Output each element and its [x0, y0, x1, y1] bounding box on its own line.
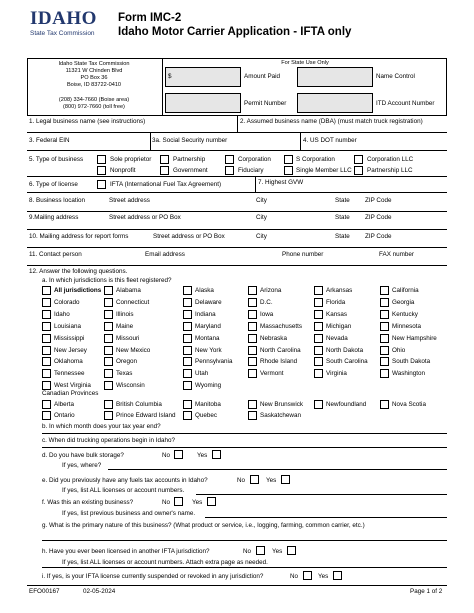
jurisdiction-texas-label: Texas [116, 370, 133, 378]
q12b-text: b. In which month does your tax year end? [42, 423, 161, 430]
corporation-llc-checkbox[interactable] [354, 155, 363, 164]
q12e-text: e. Did you previously have any fuels tax accounts in Idaho? [42, 477, 208, 484]
jurisdiction-north-carolina-label: North Carolina [260, 346, 301, 354]
province-british-columbia-checkbox[interactable] [104, 400, 113, 409]
jurisdiction-missouri-label: Missouri [116, 334, 140, 342]
jurisdiction-montana-checkbox[interactable] [183, 334, 192, 343]
canadian-provinces-heading: Canadian Provinces [42, 390, 99, 397]
q12-intro: 12. Answer the following questions. [29, 268, 128, 275]
q12a-text: a. In which jurisdictions is this fleet registered? [42, 277, 172, 284]
jurisdiction-vermont-label: Vermont [260, 370, 284, 378]
q12i-yes-checkbox[interactable] [333, 571, 342, 580]
q12c-text: c. When did trucking operations begin in Idaho? [42, 437, 176, 444]
jurisdiction-new-york-checkbox[interactable] [183, 346, 192, 355]
jurisdiction-arkansas-checkbox[interactable] [314, 286, 323, 295]
mailing-city-label[interactable]: City [256, 214, 267, 221]
form-number: Form IMC-2 [118, 12, 182, 24]
province-prince-edward-island-label: Prince Edward Island [116, 412, 176, 419]
business-street-label[interactable]: Street address [109, 197, 150, 204]
jurisdiction-arkansas-label: Arkansas [326, 287, 353, 294]
jurisdiction-rhode-island-checkbox[interactable] [248, 357, 257, 366]
jurisdiction-west-virginia-checkbox[interactable] [42, 381, 51, 390]
q12d-yes-checkbox[interactable] [212, 450, 221, 459]
q12f-no-checkbox[interactable] [174, 497, 183, 506]
corporation-llc-label: Corporation LLC [367, 156, 414, 163]
business-zip-label[interactable]: ZIP Code [365, 197, 392, 204]
jurisdiction-delaware-label: Delaware [195, 298, 222, 306]
q12d-no-label: No [162, 452, 171, 459]
jurisdiction-nevada-label: Nevada [326, 334, 348, 342]
jurisdiction-vermont-checkbox[interactable] [248, 369, 257, 378]
jurisdiction-kentucky-label: Kentucky [392, 310, 418, 318]
business-city-label[interactable]: City [256, 197, 267, 204]
legal-business-name-field[interactable]: 1. Legal business name (see instructions) [29, 118, 146, 125]
jurisdiction-california-label: California [392, 287, 419, 294]
q12f-yes-label: Yes [192, 499, 203, 506]
footer-form-code: EFO00167 [29, 588, 60, 595]
jurisdiction-minnesota-label: Minnesota [392, 322, 422, 330]
q12e-no-checkbox[interactable] [250, 475, 259, 484]
partnership-checkbox[interactable] [160, 155, 169, 164]
jurisdiction-louisiana-label: Louisiana [54, 322, 81, 330]
partnership-label: Partnership [173, 156, 206, 163]
q12e-yes-label: Yes [266, 477, 277, 484]
mailing-zip-label[interactable]: ZIP Code [365, 214, 392, 221]
jurisdiction-new-hampshire-checkbox[interactable] [380, 334, 389, 343]
jurisdiction-georgia-label: Georgia [392, 298, 415, 306]
all-jurisdictions-checkbox[interactable] [42, 286, 51, 295]
corporation-checkbox[interactable] [225, 155, 234, 164]
mailing-address-label: 9.Mailing address [29, 214, 79, 221]
permit-number-label: Permit Number [244, 100, 287, 107]
mailing-state-label[interactable]: State [335, 214, 350, 221]
jurisdiction-d-c-checkbox[interactable] [248, 298, 257, 307]
jurisdiction-iowa-label: Iowa [260, 310, 274, 318]
q12h-yes-label: Yes [272, 548, 283, 555]
all-jurisdictions-label: All jurisdictions [54, 287, 102, 294]
q12e-no-label: No [237, 477, 246, 484]
jurisdiction-kansas-checkbox[interactable] [314, 310, 323, 319]
jurisdiction-washington-label: Washington [392, 370, 426, 378]
jurisdiction-connecticut-label: Connecticut [116, 298, 150, 306]
report-mailing-label: 10. Mailing address for report forms [29, 233, 129, 240]
province-british-columbia-label: British Columbia [116, 401, 162, 408]
province-alberta-label: Alberta [54, 401, 74, 408]
phone-label[interactable]: Phone number [282, 251, 324, 258]
jurisdiction-georgia-checkbox[interactable] [380, 298, 389, 307]
agency-po-box: PO Box 36 [80, 75, 108, 81]
jurisdiction-new-mexico-label: New Mexico [116, 346, 151, 354]
jurisdiction-michigan-checkbox[interactable] [314, 322, 323, 331]
jurisdiction-new-jersey-label: New Jersey [54, 346, 87, 354]
dollar-sign: $ [168, 73, 172, 80]
jurisdiction-west-virginia-label: West Virginia [54, 382, 91, 390]
sole-proprietor-label: Sole proprietor [110, 156, 152, 163]
jurisdiction-arizona-checkbox[interactable] [248, 286, 257, 295]
jurisdiction-rhode-island-label: Rhode Island [260, 358, 298, 366]
jurisdiction-massachusetts-checkbox[interactable] [248, 322, 257, 331]
jurisdiction-new-york-label: New York [195, 346, 222, 354]
q12i-yes-label: Yes [318, 573, 329, 580]
email-label[interactable]: Email address [145, 251, 185, 258]
ifta-license-label: IFTA (International Fuel Tax Agreement) [110, 181, 222, 188]
jurisdiction-idaho-label: Idaho [54, 310, 70, 318]
jurisdiction-alabama-label: Alabama [116, 287, 141, 294]
jurisdiction-south-dakota-checkbox[interactable] [380, 357, 389, 366]
jurisdiction-michigan-label: Michigan [326, 322, 352, 330]
single-member-llc-checkbox[interactable] [284, 166, 293, 175]
q12h-yes-checkbox[interactable] [287, 546, 296, 555]
agency-city: Boise, ID 83722-0410 [66, 82, 122, 88]
jurisdiction-oregon-checkbox[interactable] [104, 357, 113, 366]
jurisdiction-florida-checkbox[interactable] [314, 298, 323, 307]
jurisdiction-california-checkbox[interactable] [380, 286, 389, 295]
footer-page-number: Page 1 of 2 [410, 588, 443, 595]
corporation-label: Corporation [238, 156, 271, 163]
government-label: Government [173, 167, 208, 174]
jurisdiction-oregon-label: Oregon [116, 358, 138, 366]
jurisdiction-montana-label: Montana [195, 334, 220, 342]
jurisdiction-delaware-checkbox[interactable] [183, 298, 192, 307]
q12e-yes-checkbox[interactable] [281, 475, 290, 484]
q12f-no-label: No [162, 499, 171, 506]
fiduciary-checkbox[interactable] [225, 166, 234, 175]
jurisdiction-utah-checkbox[interactable] [183, 369, 192, 378]
contact-person-label[interactable]: 11. Contact person [29, 251, 82, 258]
license-type-label: 6. Type of license [29, 181, 78, 188]
jurisdiction-florida-label: Florida [326, 298, 346, 306]
province-ontario-checkbox[interactable] [42, 411, 51, 420]
q12h-text: h. Have you ever been licensed in another IFTA jurisdiction? [42, 548, 210, 555]
jurisdiction-massachusetts-label: Massachusetts [260, 322, 302, 330]
q12h-list-text: If yes, list ALL licenses or account numbers. Attach extra page as needed. [62, 559, 268, 566]
jurisdiction-new-hampshire-label: New Hampshire [392, 334, 437, 342]
jurisdiction-new-jersey-checkbox[interactable] [42, 346, 51, 355]
jurisdiction-north-carolina-checkbox[interactable] [248, 346, 257, 355]
nonprofit-label: Nonprofit [110, 167, 136, 174]
q12d-yes-label: Yes [197, 452, 208, 459]
logo-wordmark: IDAHO [30, 8, 97, 29]
province-prince-edward-island-checkbox[interactable] [104, 411, 113, 420]
jurisdiction-ohio-label: Ohio [392, 346, 406, 354]
fiduciary-label: Fiduciary [238, 167, 264, 174]
nonprofit-checkbox[interactable] [97, 166, 106, 175]
jurisdiction-north-dakota-label: North Dakota [326, 346, 364, 354]
q12i-no-checkbox[interactable] [303, 571, 312, 580]
jurisdiction-nebraska-label: Nebraska [260, 334, 287, 342]
province-newfoundland-checkbox[interactable] [314, 400, 323, 409]
jurisdiction-maine-checkbox[interactable] [104, 322, 113, 331]
name-control-label: Name Control [376, 73, 415, 80]
us-dot-field[interactable]: 4. US DOT number [303, 137, 357, 144]
province-nova-scotia-label: Nova Scotia [392, 401, 426, 408]
jurisdiction-new-mexico-checkbox[interactable] [104, 346, 113, 355]
jurisdiction-nebraska-checkbox[interactable] [248, 334, 257, 343]
jurisdiction-wyoming-checkbox[interactable] [183, 381, 192, 390]
jurisdiction-ohio-checkbox[interactable] [380, 346, 389, 355]
jurisdiction-kentucky-checkbox[interactable] [380, 310, 389, 319]
ssn-field[interactable]: 3a. Social Security number [152, 137, 228, 144]
government-checkbox[interactable] [160, 166, 169, 175]
report-zip-label[interactable]: ZIP Code [365, 233, 392, 240]
agency-phone-local: (208) 334-7660 (Boise area) [58, 97, 130, 103]
itd-account-field [297, 93, 373, 113]
jurisdiction-wisconsin-checkbox[interactable] [104, 381, 113, 390]
jurisdiction-virginia-label: Virginia [326, 370, 347, 378]
jurisdiction-indiana-checkbox[interactable] [183, 310, 192, 319]
jurisdiction-texas-checkbox[interactable] [104, 369, 113, 378]
jurisdiction-maine-label: Maine [116, 322, 134, 330]
q12e-list-text: If yes, list ALL licenses or account numbers. [62, 487, 185, 494]
fax-label[interactable]: FAX number [379, 251, 414, 258]
itd-account-label: ITD Account Number [376, 100, 435, 107]
agency-name: Idaho State Tax Commission [58, 61, 130, 67]
business-location-label: 8. Business location [29, 197, 86, 204]
jurisdiction-missouri-checkbox[interactable] [104, 334, 113, 343]
province-saskatchewan-checkbox[interactable] [248, 411, 257, 420]
q12f-text: f. Was this an existing business? [42, 499, 134, 506]
province-quebec-checkbox[interactable] [183, 411, 192, 420]
partnership-llc-label: Partnership LLC [367, 167, 413, 174]
amount-paid-field [165, 67, 241, 87]
jurisdiction-washington-checkbox[interactable] [380, 369, 389, 378]
jurisdiction-connecticut-checkbox[interactable] [104, 298, 113, 307]
sole-proprietor-checkbox[interactable] [97, 155, 106, 164]
highest-gvw-field[interactable]: 7. Highest GVW [258, 179, 304, 186]
jurisdiction-pennsylvania-checkbox[interactable] [183, 357, 192, 366]
q12d-where-text: If yes, where? [62, 462, 102, 469]
q12h-no-label: No [243, 548, 252, 555]
jurisdiction-utah-label: Utah [195, 370, 209, 378]
amount-paid-label: Amount Paid [244, 73, 281, 80]
jurisdiction-south-carolina-checkbox[interactable] [314, 357, 323, 366]
jurisdiction-alaska-label: Alaska [195, 287, 214, 294]
s-corporation-label: S Corporation [296, 156, 335, 163]
jurisdiction-maryland-label: Maryland [195, 322, 221, 330]
province-quebec-label: Quebec [195, 412, 218, 419]
jurisdiction-d-c-label: D.C. [260, 298, 273, 306]
federal-ein-field[interactable]: 3. Federal EIN [29, 137, 70, 144]
state-use-heading: For State Use Only [281, 60, 329, 66]
s-corporation-checkbox[interactable] [284, 155, 293, 164]
jurisdiction-arizona-label: Arizona [260, 287, 282, 294]
row-license [27, 177, 447, 193]
partnership-llc-checkbox[interactable] [354, 166, 363, 175]
province-manitoba-label: Manitoba [195, 401, 221, 408]
jurisdiction-idaho-checkbox[interactable] [42, 310, 51, 319]
jurisdiction-alabama-checkbox[interactable] [104, 286, 113, 295]
agency-phone-tollfree: (800) 972-7660 (toll free) [63, 104, 125, 110]
q12g-text: g. What is the primary nature of this business? (What product or service, i.e., logging, farming, common carrier, etc.) [42, 522, 365, 529]
business-state-label[interactable]: State [335, 197, 350, 204]
jurisdiction-oklahoma-label: Oklahoma [54, 358, 83, 366]
business-type-label: 5. Type of business [29, 156, 84, 163]
jurisdiction-indiana-label: Indiana [195, 310, 216, 318]
q12i-no-label: No [290, 573, 299, 580]
row-ids [27, 133, 447, 151]
name-control-field [297, 67, 373, 87]
q12f-list-text: If yes, list previous business and owner's name. [62, 510, 196, 517]
report-street-label[interactable]: Street address or PO Box [153, 233, 225, 240]
jurisdiction-tennessee-checkbox[interactable] [42, 369, 51, 378]
single-member-llc-label: Single Member LLC [296, 167, 352, 174]
province-manitoba-checkbox[interactable] [183, 400, 192, 409]
q12d-no-checkbox[interactable] [174, 450, 183, 459]
jurisdiction-mississippi-checkbox[interactable] [42, 334, 51, 343]
jurisdiction-illinois-label: Illinois [116, 310, 134, 318]
jurisdiction-virginia-checkbox[interactable] [314, 369, 323, 378]
report-city-label[interactable]: City [256, 233, 267, 240]
jurisdiction-louisiana-checkbox[interactable] [42, 322, 51, 331]
jurisdiction-mississippi-label: Mississippi [54, 334, 85, 342]
report-state-label[interactable]: State [335, 233, 350, 240]
jurisdiction-pennsylvania-label: Pennsylvania [195, 358, 233, 366]
jurisdiction-minnesota-checkbox[interactable] [380, 322, 389, 331]
agency-logo [28, 8, 108, 46]
jurisdiction-oklahoma-checkbox[interactable] [42, 357, 51, 366]
jurisdiction-south-dakota-label: South Dakota [392, 358, 431, 366]
q12h-no-checkbox[interactable] [256, 546, 265, 555]
jurisdiction-maryland-checkbox[interactable] [183, 322, 192, 331]
jurisdiction-north-dakota-checkbox[interactable] [314, 346, 323, 355]
province-ontario-label: Ontario [54, 412, 75, 419]
form-title: Idaho Motor Carrier Application - IFTA only [118, 26, 352, 38]
ifta-license-checkbox[interactable] [97, 180, 106, 189]
jurisdiction-tennessee-label: Tennessee [54, 370, 85, 378]
jurisdiction-wyoming-label: Wyoming [195, 382, 222, 390]
province-alberta-checkbox[interactable] [42, 400, 51, 409]
mailing-street-label[interactable]: Street address or PO Box [109, 214, 181, 221]
province-newfoundland-label: Newfoundland [326, 401, 367, 408]
permit-number-field [165, 93, 241, 113]
province-nova-scotia-checkbox[interactable] [380, 400, 389, 409]
jurisdiction-alaska-checkbox[interactable] [183, 286, 192, 295]
jurisdiction-nevada-checkbox[interactable] [314, 334, 323, 343]
assumed-business-name-field[interactable]: 2. Assumed business name (DBA) (must match truck registration) [240, 118, 423, 125]
q12f-yes-checkbox[interactable] [207, 497, 216, 506]
jurisdiction-colorado-checkbox[interactable] [42, 298, 51, 307]
logo-tagline: State Tax Commission [30, 30, 95, 37]
footer-revision-date: 02-05-2024 [83, 588, 116, 595]
jurisdiction-illinois-checkbox[interactable] [104, 310, 113, 319]
jurisdiction-colorado-label: Colorado [54, 298, 80, 306]
province-saskatchewan-label: Saskatchewan [260, 412, 301, 419]
agency-street: 11321 W Chinden Blvd [65, 68, 123, 74]
q12i-text: i. If yes, is your IFTA license currently suspended or revoked in any jurisdiction? [42, 573, 264, 580]
jurisdiction-iowa-checkbox[interactable] [248, 310, 257, 319]
province-new-brunswick-checkbox[interactable] [248, 400, 257, 409]
q12d-text: d. Do you have bulk storage? [42, 452, 124, 459]
jurisdiction-south-carolina-label: South Carolina [326, 358, 368, 366]
jurisdiction-wisconsin-label: Wisconsin [116, 382, 145, 390]
jurisdiction-kansas-label: Kansas [326, 310, 348, 318]
province-new-brunswick-label: New Brunswick [260, 401, 304, 408]
